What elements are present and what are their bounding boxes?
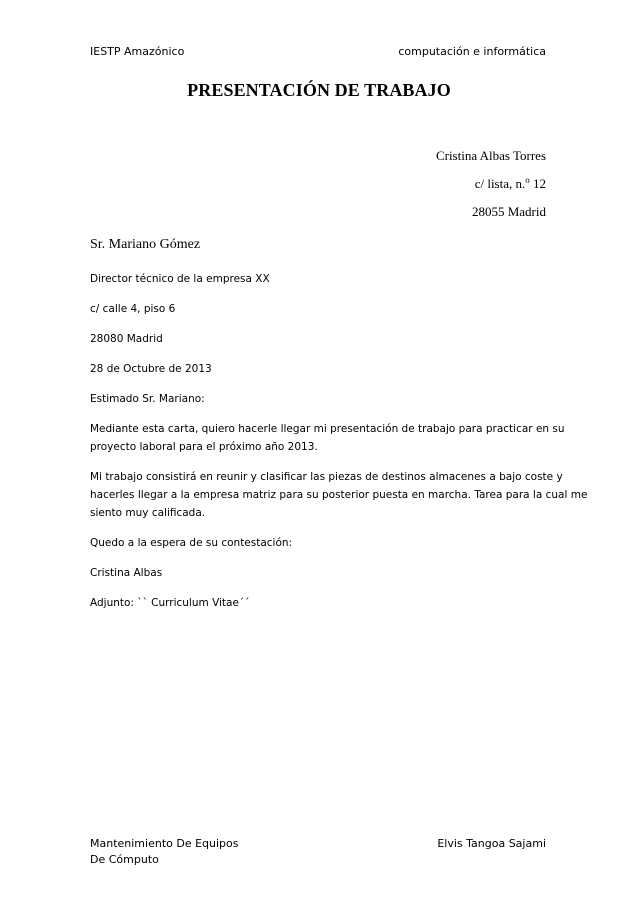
- footer-course: [90, 836, 239, 868]
- letter-body: [90, 270, 588, 624]
- header-institution: IESTP Amazónico: [90, 45, 185, 58]
- recipient-name: Sr. Mariano Gómez: [90, 237, 201, 252]
- letter-date: 28 de Octubre de 2013: [90, 363, 212, 375]
- sender-street-number: 12: [529, 176, 546, 191]
- sender-name: Cristina Albas Torres: [435, 148, 546, 163]
- paragraph-1-line: Mediante esta carta, quiero hacerle llegar mi presentación de trabajo para practicar en su: [90, 423, 565, 435]
- letter-attachment: Adjunto: `` Curriculum Vitae´´: [90, 597, 250, 609]
- recipient-address: c/ calle 4, piso 6: [90, 303, 176, 315]
- sender-street-text: c/ lista, n.: [474, 176, 526, 191]
- header-department: computación e informática: [398, 45, 546, 58]
- sender-block: [326, 148, 546, 232]
- footer-author: Elvis Tangoa Sajami: [437, 837, 546, 850]
- footer-course-line-1: Mantenimiento De Equipos: [90, 837, 239, 850]
- document-title: PRESENTACIÓN DE TRABAJO: [187, 80, 451, 100]
- letter-closing: Quedo a la espera de su contestación:: [90, 537, 293, 549]
- letter-paragraph-1: [90, 420, 565, 456]
- paragraph-2-line: hacerles llegar a la empresa matriz para su posterior puesta en marcha. Tarea para la cual me: [90, 489, 588, 501]
- recipient-role: Director técnico de la empresa XX: [90, 273, 270, 285]
- letter-signature: Cristina Albas: [90, 567, 163, 579]
- page-footer: [90, 836, 546, 876]
- letter-paragraph-2: [90, 468, 588, 522]
- page-header: [90, 44, 546, 60]
- paragraph-1-line: proyecto laboral para el próximo año 2013.: [90, 441, 318, 453]
- sender-city: 28055 Madrid: [471, 204, 546, 219]
- sender-street-superscript: o: [525, 175, 530, 185]
- paragraph-2-line: siento muy calificada.: [90, 507, 206, 519]
- footer-course-line-2: De Cómputo: [90, 853, 159, 866]
- recipient-city: 28080 Madrid: [90, 333, 163, 345]
- paragraph-2-line: Mi trabajo consistirá en reunir y clasificar las piezas de destinos almacenes a bajo coste y: [90, 471, 563, 483]
- sender-street: [326, 176, 546, 191]
- letter-greeting: Estimado Sr. Mariano:: [90, 393, 205, 405]
